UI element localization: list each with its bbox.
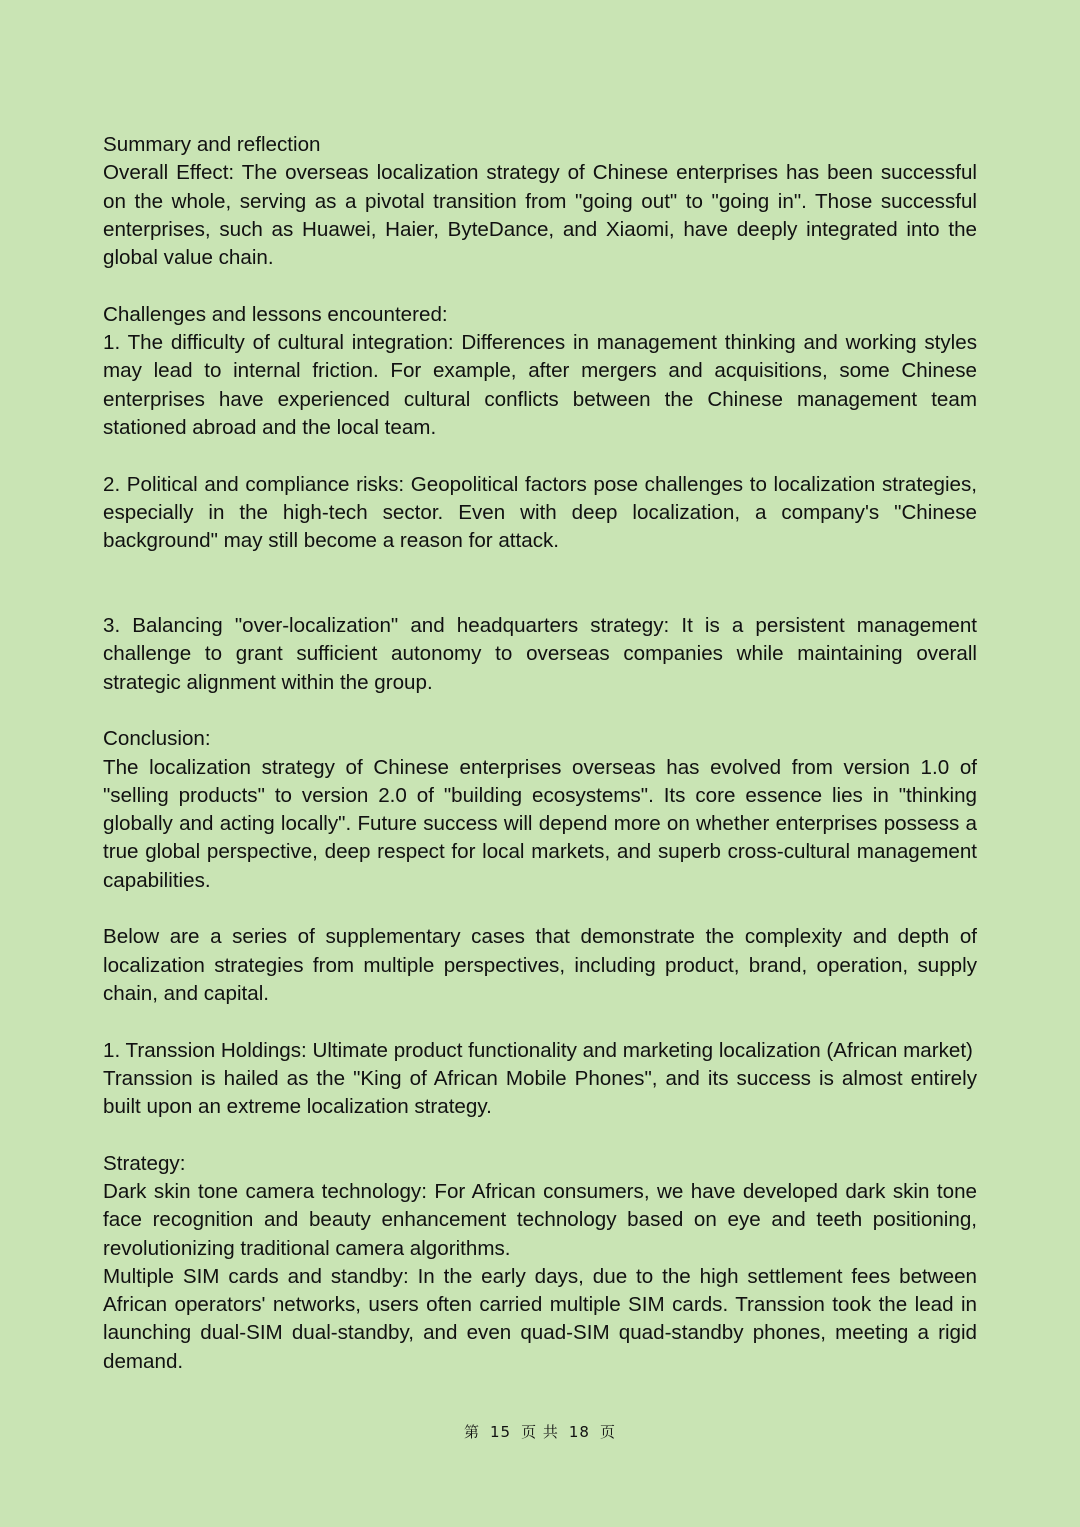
paragraph-strategy-sim: Multiple SIM cards and standby: In the early days, due to the high settlement fees between African operators' networks, users often carried multiple SIM cards. Transsion took the lead in launching dual-SIM dual-standby, and even quad-SIM quad-standby phones, meeting a rigid demand. <box>103 1264 977 1373</box>
spacer <box>103 555 977 612</box>
paragraph-case-1-intro: Transsion is hailed as the "King of African Mobile Phones", and its success is almost entirely built upon an extreme localization strategy. <box>103 1066 977 1119</box>
paragraph-challenge-1: 1. The difficulty of cultural integration: Differences in management thinking and working styles may lead to internal friction. For example, after mergers and acquisitions, some Chinese enterprises have experienced cultural conflicts between the Chinese management team stationed abroad and the local team. <box>103 331 977 439</box>
spacer <box>103 1008 977 1036</box>
section-heading-conclusion: Conclusion: <box>103 727 211 751</box>
paragraph-conclusion: The localization strategy of Chinese enterprises overseas has evolved from version 1.0 of "selling products" to version 2.0 of "building ecosystems". Its core essence lies in "thinking globally and acting locally". Future success will depend more on whether enterprises possess a true global perspective, deep respect for local markets, and superb cross-cultural management capabilities. <box>103 755 977 892</box>
paragraph-overall-effect: Overall Effect: The overseas localization strategy of Chinese enterprises has been successful on the whole, serving as a pivotal transition from "going out" to "going in". Those successful enterprises, such as Huawei, Haier, ByteDance, and Xiaomi, have deeply integrated into the global value chain. <box>103 161 977 270</box>
paragraph-supplementary-intro: Below are a series of supplementary cases that demonstrate the complexity and depth of localization strategies from multiple perspectives, including product, brand, operation, supply chain, and capital. <box>103 925 977 1005</box>
footer-total-pages: 18 <box>568 1423 590 1441</box>
spacer <box>103 895 977 923</box>
paragraph-challenge-3: 3. Balancing "over-localization" and headquarters strategy: It is a persistent management challenge to grant sufficient autonomy to overseas companies while maintaining overall strategic alignment within the group. <box>103 614 977 694</box>
section-heading-strategy: Strategy: <box>103 1151 186 1175</box>
paragraph-challenge-2: 2. Political and compliance risks: Geopolitical factors pose challenges to localization strategies, especially in the high-tech sector. Even with deep localization, a company's "Chinese background" may still become a reason for attack. <box>103 472 977 553</box>
footer-mid: 页 共 <box>521 1423 559 1441</box>
document-body <box>103 131 977 1376</box>
case-1-title: 1. Transsion Holdings: Ultimate product functionality and marketing localization (African market) <box>103 1038 973 1062</box>
spacer <box>103 442 977 470</box>
section-heading-challenges: Challenges and lessons encountered: <box>103 302 448 326</box>
paragraph-strategy-camera: Dark skin tone camera technology: For African consumers, we have developed dark skin tone face recognition and beauty enhancement technology based on eye and teeth positioning, revolutionizing traditional camera algorithms. <box>103 1179 977 1260</box>
footer-suffix: 页 <box>599 1423 616 1441</box>
footer-current-page: 15 <box>490 1423 512 1441</box>
spacer <box>103 272 977 300</box>
spacer <box>103 1121 977 1149</box>
section-heading-summary: Summary and reflection <box>103 133 321 156</box>
spacer <box>103 697 977 725</box>
page-footer <box>0 1421 1080 1442</box>
footer-prefix: 第 <box>464 1423 481 1441</box>
